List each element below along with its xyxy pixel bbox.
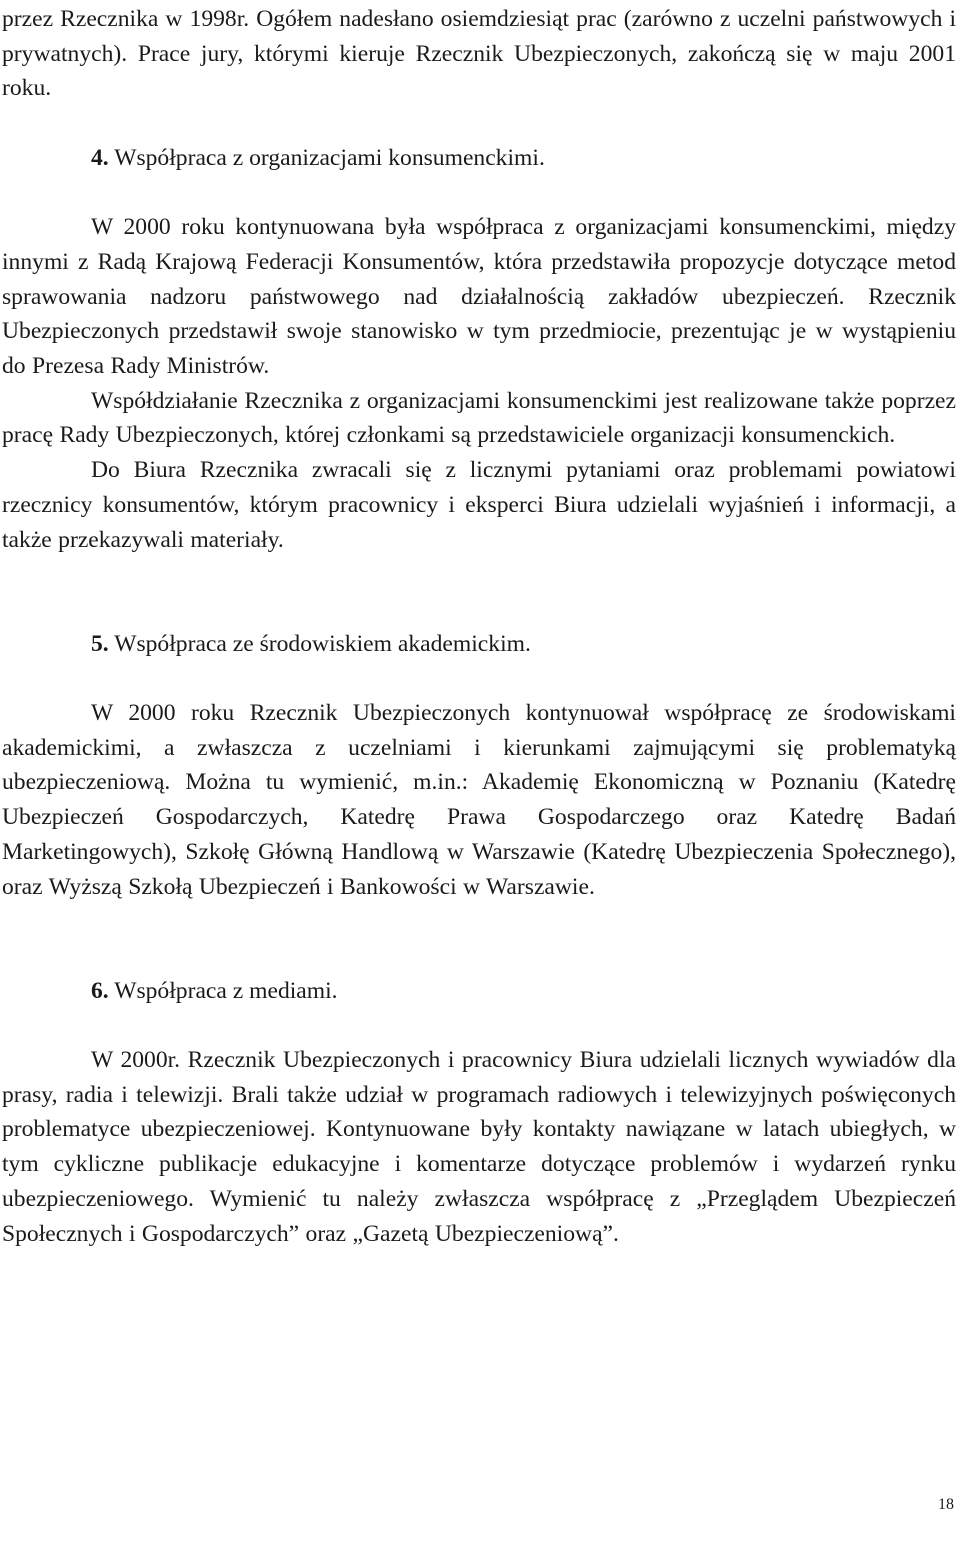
section-heading-4 <box>91 141 956 176</box>
section-title: Współpraca ze środowiskiem akademickim. <box>114 630 531 657</box>
section-heading-5 <box>91 627 956 662</box>
spacer <box>2 904 956 973</box>
section-number: 4. <box>91 144 109 171</box>
spacer <box>2 557 956 626</box>
section-6-paragraph-1: W 2000r. Rzecznik Ubezpieczonych i pracownicy Biura udzielali licznych wywiadów dla prasy, radia i telewizji. Brali także udział w programach radiowych i telewizyjnych poświęconych problematyce ubezpieczeniowej. Kontynuowane były kontakty nawiązane w latach ubiegłych, w tym cykliczne publikacje edukacyjne i komentarze dotyczące problemów i wydarzeń rynku ubezpieczeniowego. Wymienić tu należy zwłaszcza współpracę z „Przeglądem Ubezpieczeń Społecznych i Gospodarczych” oraz „Gazetą Ubezpieczeniową”. <box>2 1047 956 1247</box>
spacer <box>2 1008 956 1043</box>
spacer <box>2 106 956 141</box>
section-heading-6 <box>91 974 956 1009</box>
spacer <box>2 661 956 696</box>
section-number: 5. <box>91 630 109 657</box>
section-5-paragraph-1: W 2000 roku Rzecznik Ubezpieczonych kontynuował współpracę ze środowiskami akademickimi, a zwłaszcza z uczelniami i kierunkami zajmującymi się problematyką ubezpieczeniową. Można tu wymienić, m.in.: Akademię Ekonomiczną w Poznaniu (Katedrę Ubezpieczeń Gospodarczych, Katedrę Prawa Gospodarczego oraz Katedrę Badań Marketingowych), Szkołę Główną Handlową w Warszawie (Katedrę Ubezpieczenia Społecznego), oraz Wyższą Szkołą Ubezpieczeń i Bankowości w Warszawie. <box>2 700 956 900</box>
spacer <box>2 176 956 211</box>
section-4-paragraph-1: W 2000 roku kontynuowana była współpraca z organizacjami konsumenckimi, między innymi z Radą Krajową Federacji Konsumentów, która przedstawiła propozycje dotyczące metod sprawowania nadzoru państwowego nad działalnością zakładów ubezpieczeń. Rzecznik Ubezpieczonych przedstawił swoje stanowisko w tym przedmiocie, prezentując je w wystąpieniu do Prezesa Rady Ministrów. <box>2 214 956 379</box>
document-body <box>2 2 956 1251</box>
page-number: 18 <box>938 1496 954 1513</box>
section-title: Współpraca z organizacjami konsumenckimi. <box>114 144 545 171</box>
section-4-paragraph-3: Do Biura Rzecznika zwracali się z licznymi pytaniami oraz problemami powiatowi rzecznicy konsumentów, którym pracownicy i eksperci Biura udzielali wyjaśnień i informacji, a także przekazywali materiały. <box>2 457 956 553</box>
section-number: 6. <box>91 977 109 1004</box>
section-title: Współpraca z mediami. <box>114 977 338 1004</box>
section-4-paragraph-2: Współdziałanie Rzecznika z organizacjami konsumenckimi jest realizowane także poprzez pracę Rady Ubezpieczonych, której członkami są przedstawiciele organizacji konsumenckich. <box>2 387 956 449</box>
intro-paragraph: przez Rzecznika w 1998r. Ogółem nadesłano osiemdziesiąt prac (zarówno z uczelni państwowych i prywatnych). Prace jury, którymi kieruje Rzecznik Ubezpieczonych, zakończą się w maju 2001 roku. <box>2 6 956 102</box>
